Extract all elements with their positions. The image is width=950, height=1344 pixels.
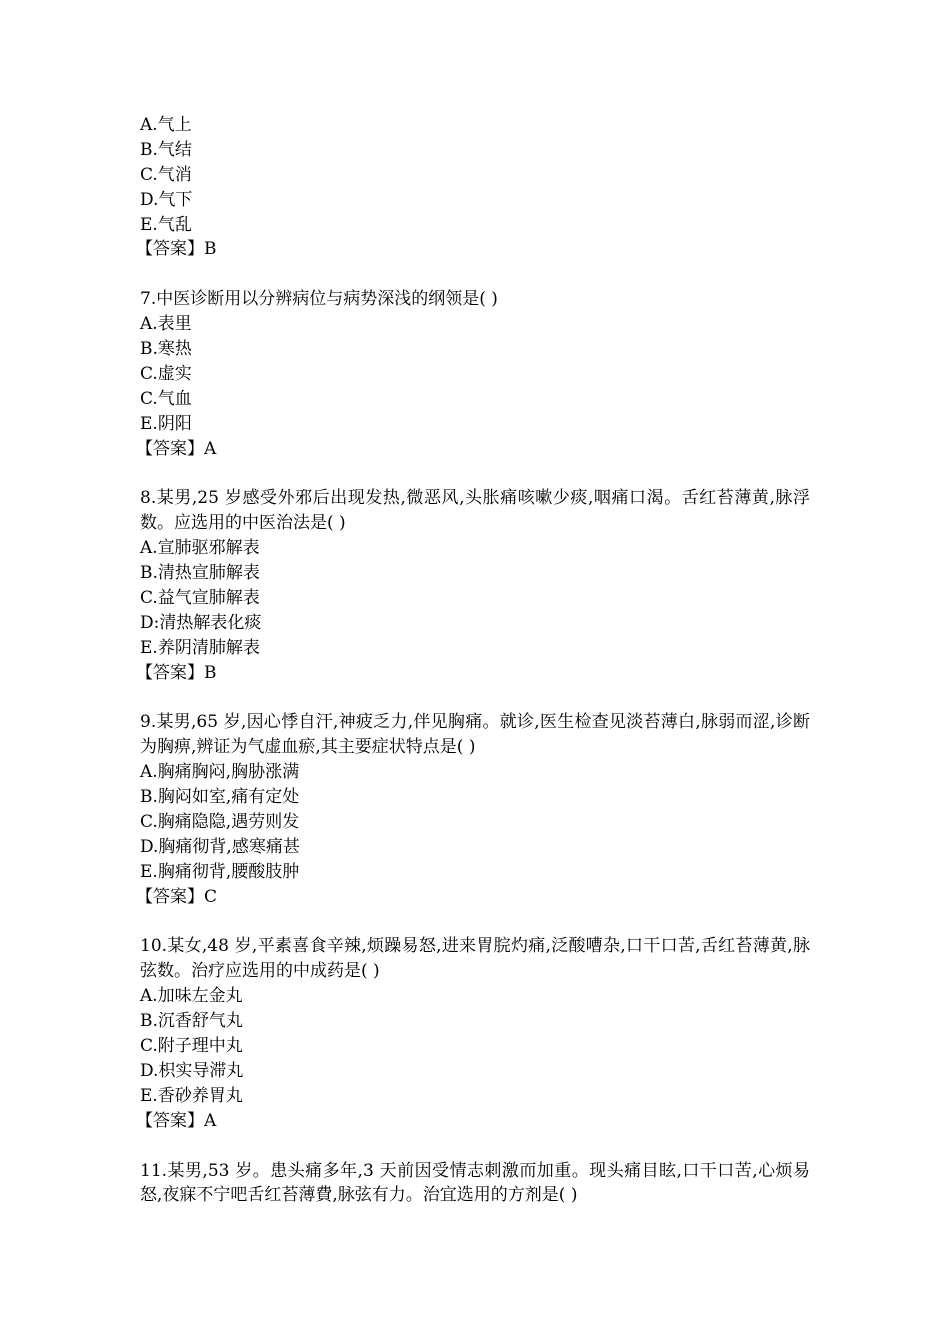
option: B.寒热 — [140, 339, 192, 360]
option: E.阴阳 — [140, 413, 192, 434]
option: E.气乱 — [140, 214, 192, 235]
option: A.气上 — [140, 115, 192, 135]
question-9 — [136, 710, 820, 909]
option: A.胸痛胸闷,胸胁涨满 — [140, 762, 300, 783]
option: C.气消 — [140, 164, 192, 185]
option: C.益气宣肺解表 — [140, 587, 260, 608]
option: E.香砂养胃丸 — [140, 1085, 243, 1106]
question-stem: 8.某男,25 岁感受外邪后出现发热,微恶风,头胀痛咳嗽少痰,咽痛口渴。舌红苔薄黄,脉浮数。应选用的中医治法是( ) — [140, 488, 810, 534]
option: B.气结 — [140, 139, 192, 160]
option: D:清热解表化痰 — [140, 612, 262, 633]
option: C.虚实 — [140, 363, 192, 384]
option: E.胸痛彻背,腰酸肢肿 — [140, 861, 300, 882]
question-11 — [140, 1159, 820, 1209]
question-stem: 7.中医诊断用以分辨病位与病势深浅的纲领是( ) — [140, 289, 498, 310]
option: C.附子理中丸 — [140, 1036, 243, 1057]
question-stem: 10.某女,48 岁,平素喜食辛辣,烦躁易怒,进来胃脘灼痛,泛酸嘈杂,口干口苦,舌红苔薄黄,脉弦数。治疗应选用的中成药是( ) — [140, 936, 810, 982]
option: B.清热宣肺解表 — [140, 563, 260, 584]
answer: 【答案】B — [136, 239, 217, 260]
option: A.表里 — [140, 314, 192, 335]
question-stem: 9.某男,65 岁,因心悸自汗,神疲乏力,伴见胸痛。就诊,医生检查见淡苔薄白,脉弱而涩,诊断为胸痹,辨证为气虚血瘀,其主要症状特点是( ) — [140, 712, 810, 758]
option: D.气下 — [140, 189, 193, 210]
option: B.沉香舒气丸 — [140, 1011, 243, 1032]
option: C.胸痛隐隐,遇劳则发 — [140, 812, 300, 833]
option: A.加味左金丸 — [140, 986, 243, 1007]
question-8 — [136, 486, 820, 685]
answer: 【答案】A — [136, 438, 217, 459]
option: C.气血 — [140, 388, 192, 409]
answer: 【答案】C — [136, 886, 218, 907]
question-stem: 11.某男,53 岁。患头痛多年,3 天前因受情志刺激而加重。现头痛目眩,口干口苦,心烦易怒,夜寐不宁吧舌红苔薄費,脉弦有力。治宜选用的方剂是( ) — [140, 1160, 810, 1206]
option: E.养阴清肺解表 — [140, 637, 260, 658]
question-list — [136, 113, 820, 1233]
option: D.胸痛彻背,感寒痛甚 — [140, 836, 300, 857]
option: B.胸闷如室,痛有定处 — [140, 787, 300, 808]
answer: 【答案】A — [136, 1110, 217, 1131]
question-6-continued — [136, 113, 820, 262]
option: D.枳实导滞丸 — [140, 1060, 244, 1081]
option: A.宣肺驱邪解表 — [140, 538, 260, 559]
question-10 — [136, 934, 820, 1133]
answer: 【答案】B — [136, 662, 217, 683]
question-7 — [136, 287, 820, 461]
